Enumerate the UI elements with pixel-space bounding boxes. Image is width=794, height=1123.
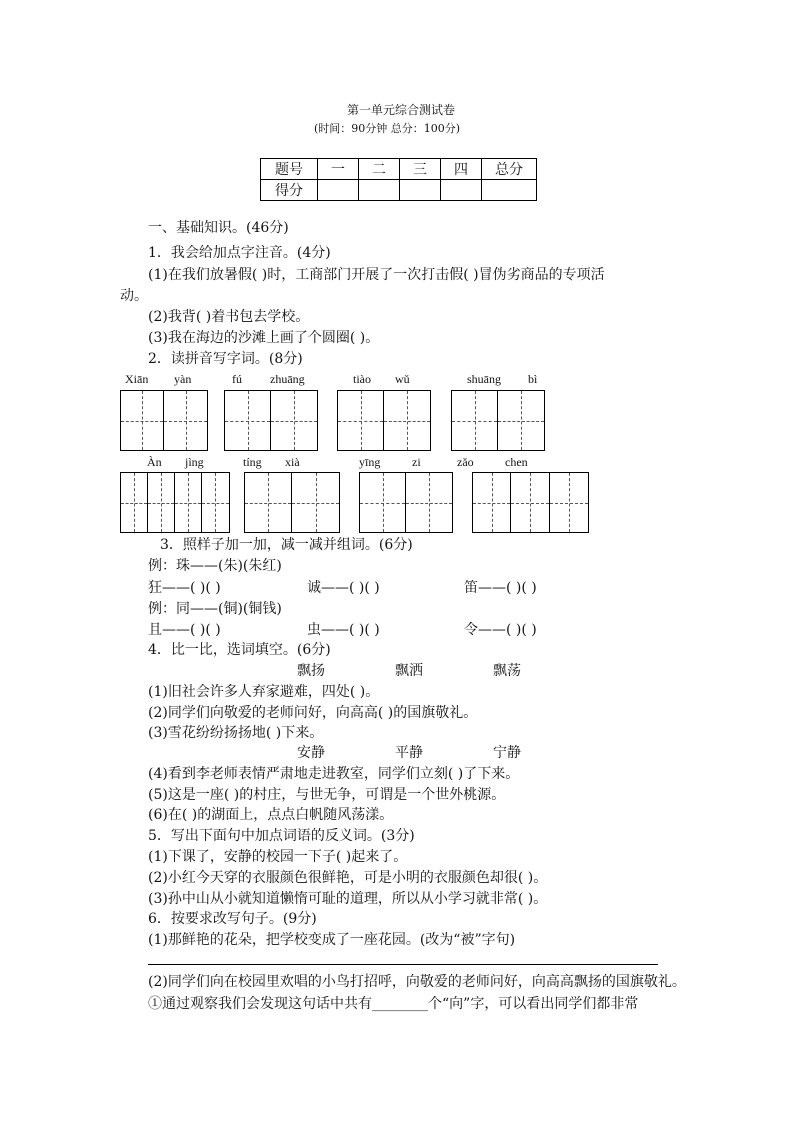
page-subtitle: (时间：90分钟 总分：100分) — [314, 122, 461, 135]
fill-item: 笛——( )( ) — [464, 580, 537, 596]
score-input-3[interactable] — [400, 180, 441, 201]
question-title: 6．按要求改写句子。(9分) — [148, 911, 317, 927]
pinyin-label: jìng — [185, 455, 204, 469]
example-line: 例：珠——(朱)(朱红) — [148, 558, 282, 574]
word-option: 飘洒 — [395, 663, 423, 679]
writing-grid[interactable] — [120, 472, 230, 533]
section-heading: 一、基础知识。(46分) — [148, 220, 289, 236]
question-title: 1．我会给加点字注音。(4分) — [148, 245, 331, 261]
fill-item: 令——( )( ) — [464, 622, 537, 638]
writing-grid[interactable] — [120, 390, 208, 451]
char-box[interactable] — [245, 473, 292, 532]
question-line: 动。 — [120, 288, 148, 304]
question-line: (4)看到李老师表情严肃地走进教室，同学们立刻( )了下来。 — [148, 766, 520, 782]
question-title: 2．读拼音写字词。(8分) — [148, 351, 303, 367]
score-table-header-row — [261, 159, 537, 180]
pinyin-label: wǔ — [395, 372, 410, 386]
answer-line[interactable] — [148, 964, 658, 965]
score-input-total[interactable] — [482, 180, 537, 201]
score-table-cell: 题号 — [261, 159, 318, 180]
char-box[interactable] — [360, 473, 406, 532]
char-box[interactable] — [202, 473, 229, 532]
question-line: (6)在( )的湖面上，点点白帆随风荡漾。 — [148, 807, 394, 823]
question-line: (1)在我们放暑假( )时，工商部门开展了一次打击假( )冒伪劣商品的专项活 — [148, 267, 605, 283]
fill-item: 狂——( )( ) — [148, 580, 221, 596]
fill-item: 诚——( )( ) — [307, 580, 380, 596]
pinyin-label: zhuāng — [270, 372, 305, 386]
score-table-cell: 二 — [359, 159, 400, 180]
char-box[interactable] — [121, 473, 148, 532]
word-option: 安静 — [297, 745, 325, 761]
char-box[interactable] — [164, 391, 207, 450]
fill-item: 且——( )( ) — [148, 622, 221, 638]
pinyin-label: Xiān — [125, 372, 149, 386]
word-option: 平静 — [395, 745, 423, 761]
score-table-cell: 总分 — [482, 159, 537, 180]
pinyin-label: Àn — [147, 455, 162, 469]
writing-grid[interactable] — [359, 472, 453, 533]
question-line: (2)同学们向敬爱的老师问好，向高高( )的国旗敬礼。 — [148, 705, 478, 721]
score-table-cell: 得分 — [261, 180, 318, 201]
question-line: (1)旧社会许多人弃家避难，四处( )。 — [148, 684, 380, 700]
score-table-score-row — [261, 180, 537, 201]
word-option: 飘荡 — [493, 663, 521, 679]
writing-grid[interactable] — [472, 472, 589, 533]
question-line: (1)下课了，安静的校园一下子( )起来了。 — [148, 849, 408, 865]
question-line: (3)我在海边的沙滩上画了个圆圈( )。 — [148, 330, 380, 346]
fill-item: 虫——( )( ) — [307, 622, 380, 638]
writing-grid[interactable] — [244, 472, 340, 533]
char-box[interactable] — [175, 473, 202, 532]
question-line: (5)这是一座( )的村庄，与世无争，可谓是一个世外桃源。 — [148, 787, 506, 803]
char-box[interactable] — [406, 473, 452, 532]
score-input-2[interactable] — [359, 180, 400, 201]
page-title: 第一单元综合测试卷 — [347, 103, 456, 117]
question-line: (1)那鲜艳的花朵，把学校变成了一座花园。(改为“被”字句) — [148, 932, 516, 948]
char-box[interactable] — [473, 473, 511, 532]
score-input-4[interactable] — [441, 180, 482, 201]
pinyin-label: bì — [528, 372, 538, 386]
question-title: 4．比一比，选词填空。(6分) — [148, 642, 331, 658]
char-box[interactable] — [148, 473, 175, 532]
char-box[interactable] — [121, 391, 164, 450]
question-line: (2)小红今天穿的衣服颜色很鲜艳，可是小明的衣服颜色却很( )。 — [148, 870, 548, 886]
pinyin-label: chen — [505, 455, 528, 469]
example-line: 例：同——(铜)(铜钱) — [148, 601, 282, 617]
writing-grid[interactable] — [451, 390, 545, 451]
score-table-cell: 三 — [400, 159, 441, 180]
question-line: ①通过观察我们会发现这句话中共有________个“向”字，可以看出同学们都非常 — [148, 996, 639, 1012]
pinyin-label: xià — [285, 455, 300, 469]
question-title: 5．写出下面句中加点词语的反义词。(3分) — [148, 828, 415, 844]
question-line: (2)我背( )着书包去学校。 — [148, 309, 310, 325]
score-table-cell: 四 — [441, 159, 482, 180]
pinyin-label: tíng — [243, 455, 262, 469]
score-input-1[interactable] — [318, 180, 359, 201]
question-line: (3)雪花纷纷扬扬地( )下来。 — [148, 725, 324, 741]
writing-grid[interactable] — [224, 390, 318, 451]
char-box[interactable] — [271, 391, 317, 450]
char-box[interactable] — [338, 391, 384, 450]
char-box[interactable] — [498, 391, 544, 450]
char-box[interactable] — [384, 391, 430, 450]
pinyin-label: zǎo — [457, 455, 474, 469]
pinyin-label: zi — [412, 455, 421, 469]
question-line: (2)同学们向在校园里欢唱的小鸟打招呼，向敬爱的老师问好，向高高飘扬的国旗敬礼。 — [148, 974, 686, 990]
pinyin-label: fú — [232, 372, 242, 386]
score-table-cell: 一 — [318, 159, 359, 180]
char-box[interactable] — [225, 391, 271, 450]
score-table — [260, 158, 537, 201]
pinyin-label: shuāng — [467, 372, 501, 386]
word-option: 飘扬 — [297, 663, 325, 679]
char-box[interactable] — [511, 473, 549, 532]
char-box[interactable] — [292, 473, 339, 532]
word-option: 宁静 — [493, 745, 521, 761]
question-title: 3．照样子加一加，减一减并组词。(6分) — [160, 537, 413, 553]
writing-grid[interactable] — [337, 390, 431, 451]
question-line: (3)孙中山从小就知道懒惰可耻的道理，所以从小学习就非常( )。 — [148, 891, 548, 907]
pinyin-label: yīng — [359, 455, 381, 469]
char-box[interactable] — [550, 473, 588, 532]
char-box[interactable] — [452, 391, 498, 450]
pinyin-label: yàn — [174, 372, 192, 386]
pinyin-label: tiào — [353, 372, 371, 386]
